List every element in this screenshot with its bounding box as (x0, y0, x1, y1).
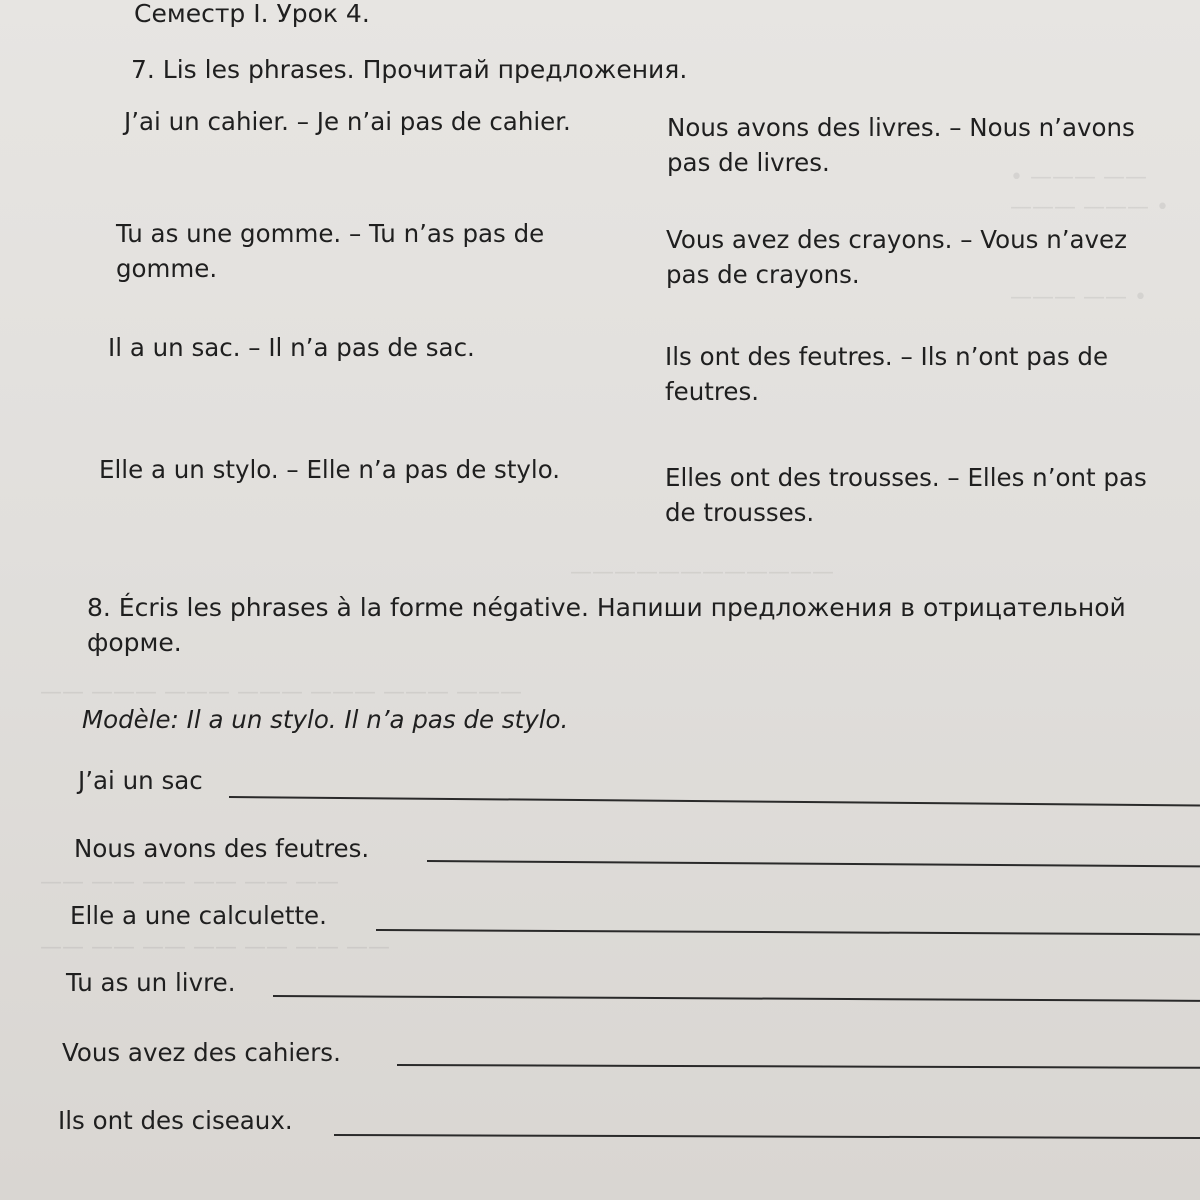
prompt-sentence: Nous avons des feutres. (74, 834, 370, 863)
sentence-line: Elles ont des trousses. – Elles n’ont pas (665, 463, 1147, 492)
answer-line-6[interactable] (334, 1134, 1200, 1139)
sentence-line: feutres. (665, 377, 759, 406)
sentence-pair (99, 452, 560, 487)
exercise-8-title-line: форме. (87, 628, 182, 657)
sentence-line: Elle a un stylo. – Elle n’a pas de stylo. (99, 455, 561, 484)
answer-line-3[interactable] (376, 929, 1200, 935)
prompt-sentence: Elle a une calculette. (70, 901, 327, 930)
sentence-pair (665, 339, 1108, 409)
sentence-line: de trousses. (665, 498, 815, 527)
model-example: Modèle: Il a un stylo. Il n’a pas de stylo. (82, 705, 569, 734)
prompt-sentence: Vous avez des cahiers. (62, 1038, 341, 1067)
exercise-7-title: 7. Lis les phrases. Прочитай предложения. (131, 55, 688, 84)
prompt-sentence: Tu as un livre. (66, 968, 236, 997)
sentence-line: Nous avons des livres. – Nous n’avons (667, 113, 1135, 142)
sentence-pair (665, 460, 1147, 530)
sentence-pair (666, 222, 1127, 292)
show-through-text: —— ——— ——— ——— ——— ——— ——— (40, 680, 522, 705)
show-through-text: ——— ——— • (1010, 195, 1169, 220)
prompt-sentence: J’ai un sac (78, 766, 203, 795)
sentence-line: Tu as une gomme. – Tu n’as pas de (116, 219, 545, 248)
show-through-text: ——— —— • (1010, 285, 1147, 310)
sentence-pair (108, 330, 475, 365)
sentence-pair (667, 110, 1135, 180)
sentence-pair (124, 104, 571, 139)
answer-line-5[interactable] (397, 1064, 1200, 1069)
exercise-8-title-line: 8. Écris les phrases à la forme négative. Напиши предложения в отрицательной (87, 593, 1126, 622)
exercise-8-title (87, 590, 1126, 660)
sentence-line: Il a un sac. – Il n’a pas de sac. (108, 333, 475, 362)
answer-line-4[interactable] (273, 995, 1200, 1002)
show-through-text: —— —— —— —— —— —— (40, 870, 339, 895)
sentence-line: pas de crayons. (666, 260, 860, 289)
answer-line-2[interactable] (427, 860, 1200, 867)
sentence-line: pas de livres. (667, 148, 830, 177)
sentence-line: gomme. (116, 254, 218, 283)
sentence-line: Vous avez des crayons. – Vous n’avez (666, 225, 1127, 254)
semester-lesson-header: Семестр I. Урок 4. (134, 0, 370, 28)
sentence-line: Ils ont des feutres. – Ils n’ont pas de (665, 342, 1109, 371)
sentence-pair (116, 216, 544, 286)
show-through-text: • ——— —— (1010, 165, 1147, 190)
show-through-text: —— —— —— —— —— —— —— (40, 935, 390, 960)
answer-line-1[interactable] (229, 796, 1200, 806)
sentence-line: J’ai un cahier. – Je n’ai pas de cahier. (124, 107, 571, 136)
show-through-text: ———————————— (570, 560, 834, 585)
prompt-sentence: Ils ont des ciseaux. (58, 1106, 293, 1135)
